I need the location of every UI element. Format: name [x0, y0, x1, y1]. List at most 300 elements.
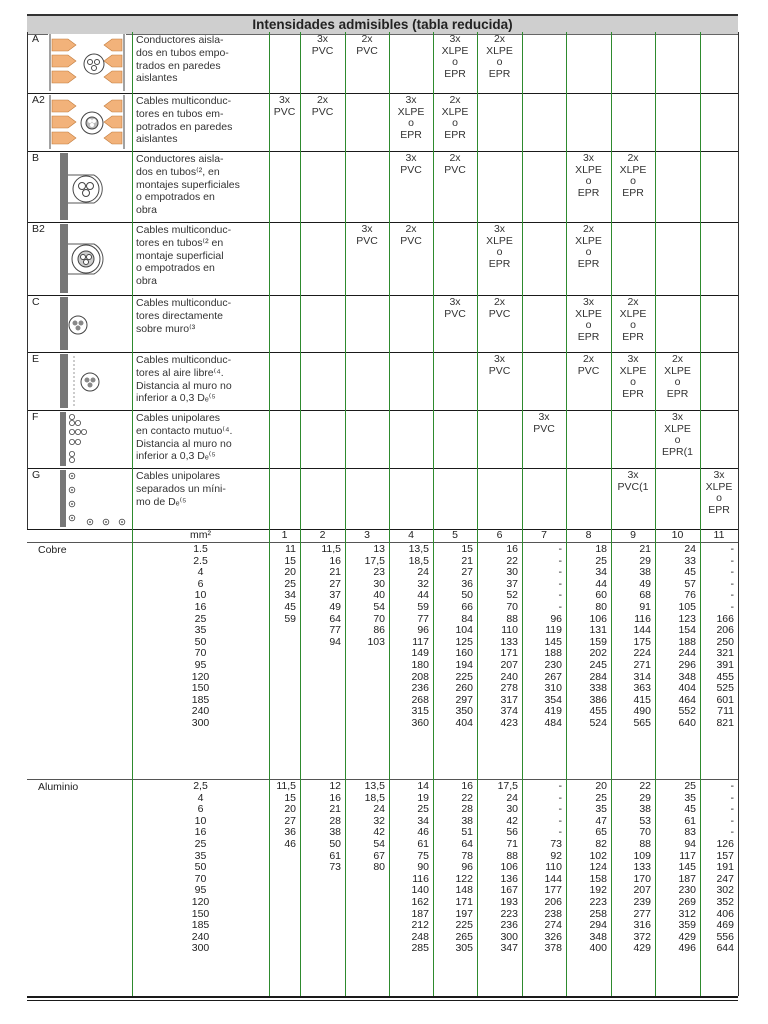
column-number: 10 [671, 529, 684, 541]
table-cell: 38 [639, 803, 651, 816]
cross-section: 150 [191, 682, 210, 695]
table-cell: 406 [716, 907, 734, 920]
method-cell-line: o [585, 246, 592, 258]
table-cell: 21 [461, 554, 473, 567]
column-number: 5 [452, 529, 458, 541]
method-description-line: en contacto mutuo⁽⁴. [136, 424, 233, 437]
table-cell: 50 [329, 838, 341, 850]
method-code: C [32, 296, 40, 308]
table-cell: - [558, 589, 562, 602]
table-cell: 145 [678, 861, 696, 874]
cross-section: 185 [191, 919, 210, 932]
method-description-line: Cables multiconduc- [136, 95, 232, 107]
table-cell: 223 [589, 896, 607, 908]
table-cell: 38 [461, 814, 473, 827]
table-cell: 284 [589, 670, 607, 683]
table-cell: 267 [544, 670, 562, 683]
method-cell-line: 3x [582, 296, 595, 308]
table-cell: 70 [373, 612, 385, 625]
table-cell: - [730, 543, 734, 555]
table-cell: 354 [544, 693, 562, 706]
column-number: 1 [281, 529, 288, 541]
method-description-line: aislantes [136, 133, 178, 146]
table-cell: 34 [595, 566, 607, 579]
cable-free-air-icon [48, 354, 132, 408]
method-description-line: tores al aire libre⁽⁴. [136, 366, 224, 379]
method-description-line: tores en tubos⁽² en [136, 236, 224, 249]
table-cell: 271 [633, 659, 651, 671]
table-cell: 177 [544, 884, 562, 897]
method-cell-line: XLPE [441, 44, 469, 57]
method-description-line: Distancia al muro no [136, 437, 232, 450]
table-cell: 167 [500, 884, 518, 897]
method-cell-line: PVC [444, 307, 466, 320]
cross-section: 50 [194, 861, 207, 874]
table-cell: 175 [633, 635, 651, 648]
table-cell: 73 [550, 838, 562, 850]
method-cell-line: EPR [444, 128, 466, 141]
table-cell: 25 [684, 780, 696, 792]
table-cell: 363 [633, 682, 651, 695]
method-cell-line: o [452, 117, 458, 129]
table-cell: 91 [639, 601, 651, 613]
table-cell: 77 [417, 612, 429, 625]
table-cell: 15 [284, 791, 296, 804]
table-cell: 131 [589, 624, 607, 637]
table-cell: 96 [417, 624, 429, 637]
table-cell: 45 [684, 566, 696, 579]
table-cell: 51 [461, 826, 473, 839]
table-cell: 525 [716, 682, 734, 695]
table-cell: 223 [500, 907, 518, 920]
table-cell: 144 [544, 872, 562, 885]
method-description-line: montaje superficial [136, 249, 224, 262]
table-cell: 21 [639, 543, 651, 555]
table-cell: 16 [506, 543, 518, 555]
cross-section: 300 [191, 717, 210, 729]
cross-section: 2,5 [193, 780, 208, 792]
table-cell: 230 [544, 659, 562, 671]
table-cell: 524 [589, 717, 607, 729]
method-description-line: o empotrados en [136, 262, 215, 275]
row-divider [27, 410, 738, 411]
method-description-line: Cables unipolares [136, 412, 221, 424]
table-cell: 314 [633, 670, 651, 683]
table-cell: 45 [284, 601, 296, 613]
table-cell: 126 [716, 838, 734, 850]
table-cell: 225 [455, 919, 473, 932]
table-cell: 40 [373, 589, 385, 602]
table-cell: 59 [284, 612, 296, 625]
table-cell: 711 [717, 705, 734, 718]
method-description-line: o empotrados en [136, 191, 215, 204]
method-description-line: potrados en paredes [136, 120, 233, 133]
method-cell-line: 3x [538, 411, 550, 423]
table-cell: 11,5 [276, 780, 296, 792]
column-number: 7 [541, 529, 547, 541]
table-cell: 13,5 [408, 543, 429, 555]
table-cell: 338 [589, 682, 607, 695]
table-cell: 83 [684, 826, 696, 839]
method-cell-line: EPR [444, 67, 466, 80]
table-cell: 21 [329, 803, 341, 816]
table-cell: 116 [634, 612, 651, 625]
table-cell: 469 [716, 919, 734, 932]
table-cell: 245 [589, 659, 607, 671]
cross-section: 1.5 [193, 543, 208, 555]
table-cell: 455 [589, 705, 607, 718]
cross-section: 50 [194, 635, 207, 648]
method-cell-line: 2x [493, 296, 506, 308]
method-cell-line: XLPE [619, 163, 647, 176]
method-cell-line: 3x [713, 469, 725, 481]
cross-section: 70 [194, 647, 207, 660]
cross-section: 95 [194, 659, 207, 671]
table-cell: 404 [455, 717, 473, 729]
method-cell-line: 2x [449, 94, 461, 106]
table-cell: 158 [589, 872, 607, 885]
table-cell: 76 [684, 589, 696, 602]
table-cell: 429 [678, 930, 696, 943]
table-cell: 27 [329, 577, 341, 590]
method-cell-line: 3x [405, 94, 417, 106]
table-cell: - [730, 554, 734, 567]
table-cell: 77 [329, 624, 341, 637]
table-cell: 136 [500, 872, 518, 885]
method-cell-line: o [585, 175, 592, 187]
method-cell-line: XLPE [664, 364, 691, 377]
table-cell: 42 [506, 814, 518, 827]
column-number: 2 [319, 529, 326, 541]
table-cell: 34 [417, 814, 429, 827]
table-cell: 94 [684, 838, 696, 850]
method-cell-line: PVC [273, 105, 296, 118]
method-cell-line: PVC [311, 105, 334, 118]
method-cell-line: XLPE [486, 44, 513, 57]
table-cell: 244 [678, 647, 696, 660]
table-cell: 28 [461, 803, 473, 816]
table-cell: 38 [329, 826, 341, 839]
table-cell: 46 [284, 838, 296, 850]
method-cell-line: EPR [622, 387, 644, 400]
method-cell-line: XLPE [397, 105, 425, 118]
table-cell: 47 [595, 814, 607, 827]
table-cell: 24 [417, 566, 429, 579]
column-number: 9 [630, 529, 636, 541]
table-cell: 207 [500, 659, 518, 671]
table-cell: 73 [329, 861, 341, 874]
table-cell: 269 [678, 896, 696, 908]
table-cell: 212 [411, 919, 429, 932]
table-cell: 296 [678, 659, 696, 671]
table-cell: 22 [461, 791, 473, 804]
method-cell-line: 3x [405, 152, 417, 164]
method-cell-line: 3x [627, 469, 639, 481]
table-cell: 490 [633, 705, 651, 718]
table-cell: 35 [595, 803, 607, 816]
method-cell-line: 2x [449, 152, 461, 164]
method-code: F [32, 411, 39, 423]
table-cell: 315 [411, 705, 429, 718]
table-cell: 46 [417, 826, 429, 839]
table-cell: - [730, 791, 734, 804]
table-cell: 180 [411, 659, 429, 671]
single-core-spaced-icon [48, 470, 132, 527]
table-cell: 109 [633, 849, 651, 862]
table-cell: 238 [544, 907, 562, 920]
method-description-line: trados en paredes [136, 59, 221, 72]
table-cell: 78 [461, 849, 473, 862]
method-cell-line: PVC [444, 163, 466, 176]
method-cell-line: 2x [582, 223, 595, 235]
table-cell: 348 [589, 930, 607, 943]
method-cell-line: o [630, 319, 636, 331]
method-cell-line: EPR [577, 186, 600, 199]
table-cell: 316 [633, 919, 651, 932]
table-cell: 208 [411, 670, 429, 683]
table-cell: 38 [639, 566, 651, 579]
table-cell: 247 [716, 872, 734, 885]
table-cell: 44 [595, 577, 607, 590]
method-cell-line: o [585, 319, 592, 331]
table-cell: 297 [455, 693, 473, 706]
table-cell: 640 [678, 717, 696, 729]
row-divider [27, 222, 738, 223]
table-cell: 419 [544, 705, 562, 718]
table-cell: 92 [550, 849, 562, 862]
table-cell: 188 [544, 647, 562, 660]
table-cell: 192 [589, 884, 607, 897]
method-cell-line: o [716, 492, 722, 504]
table-cell: 68 [639, 589, 651, 602]
table-cell: 86 [373, 624, 385, 637]
table-cell: 157 [716, 849, 734, 862]
table-cell: 80 [373, 861, 385, 874]
method-cell-line: 3x [449, 33, 461, 45]
table-cell: 278 [500, 682, 518, 695]
table-cell: - [558, 826, 562, 839]
table-cell: 187 [678, 872, 696, 885]
table-cell: 187 [411, 907, 429, 920]
method-cell-line: o [630, 376, 636, 388]
table-cell: 12 [329, 780, 341, 792]
table-cell: - [558, 791, 562, 804]
cross-section: 25 [194, 612, 207, 625]
table-cell: 24 [506, 791, 518, 804]
method-code: A2 [32, 94, 45, 106]
table-cell: 19 [417, 791, 429, 804]
table-cell: 359 [678, 919, 696, 932]
table-cell: 240 [500, 670, 518, 683]
method-description-line: tores directamente [136, 309, 223, 322]
table-cell: 104 [455, 624, 473, 637]
table-cell: 207 [633, 884, 651, 897]
table-cell: 90 [417, 861, 429, 874]
method-cell-line: 3x [361, 223, 373, 235]
table-cell: 36 [461, 577, 473, 590]
table-cell: 171 [455, 896, 473, 908]
table-cell: 14 [417, 780, 429, 792]
table-cell: 556 [716, 930, 734, 943]
table-cell: - [558, 803, 562, 816]
table-cell: 133 [500, 635, 518, 648]
table-cell: 52 [506, 589, 518, 602]
table-cell: 236 [411, 682, 429, 695]
method-cell-line: EPR [488, 257, 511, 270]
table-cell: 18 [595, 543, 607, 555]
table-cell: 88 [506, 612, 518, 625]
cross-section: 16 [194, 601, 207, 613]
table-cell: 96 [461, 861, 473, 874]
column-line [269, 32, 270, 996]
method-description-line: obra [136, 204, 158, 217]
method-cell-line: 2x [671, 353, 684, 365]
table-cell: 496 [678, 942, 696, 955]
table-cell: 61 [417, 838, 429, 850]
method-cell-line: PVC [488, 364, 511, 377]
table-cell: 268 [411, 693, 429, 706]
table-cell: 70 [506, 601, 518, 613]
table-cell: 71 [506, 838, 518, 850]
table-cell: 61 [684, 814, 696, 827]
method-cell-line: 3x [278, 94, 291, 106]
table-cell: 37 [329, 589, 341, 602]
table-cell: 140 [411, 884, 429, 897]
method-description-line: aislantes [136, 72, 178, 85]
method-cell-line: PVC [311, 44, 334, 57]
table-cell: 347 [500, 942, 518, 955]
table-cell: - [558, 814, 562, 827]
table-cell: 61 [329, 849, 341, 862]
table-cell: 32 [417, 577, 429, 590]
table-cell: 391 [716, 659, 734, 671]
table-cell: - [730, 803, 734, 816]
table-cell: 45 [684, 803, 696, 816]
table-cell: 20 [284, 566, 296, 579]
table-cell: 285 [411, 942, 429, 955]
table-cell: 123 [678, 612, 696, 625]
table-cell: 105 [678, 601, 696, 613]
material-label: Cobre [38, 544, 67, 556]
method-cell-line: o [408, 117, 414, 129]
table-cell: 236 [500, 919, 518, 932]
table-cell: - [730, 577, 734, 590]
table-cell: 15 [284, 554, 296, 567]
table-cell: 378 [544, 942, 562, 955]
table-cell: 386 [589, 693, 607, 706]
table-cell: 94 [329, 635, 341, 648]
method-cell-line: 2x [316, 94, 329, 106]
table-cell: - [558, 543, 562, 555]
cross-section: 240 [191, 705, 210, 718]
method-cell-line: 3x [316, 33, 329, 45]
table-cell: 54 [373, 838, 385, 850]
method-cell-line: XLPE [619, 364, 647, 377]
table-cell: 350 [455, 705, 473, 718]
table-cell: 321 [716, 647, 734, 660]
table-cell: 352 [716, 896, 734, 908]
column-number: 8 [585, 529, 592, 541]
table-cell: 13 [373, 543, 385, 555]
table-cell: 64 [461, 838, 473, 850]
unit-header: mm² [190, 529, 211, 541]
table-cell: 565 [633, 717, 651, 729]
method-description-line: Distancia al muro no [136, 379, 232, 392]
table-cell: 170 [633, 872, 651, 885]
cross-section: 10 [194, 589, 207, 602]
table-cell: - [558, 601, 562, 613]
cross-section: 25 [194, 838, 207, 850]
table-cell: 18,5 [408, 554, 429, 567]
method-cell-line: 3x [493, 223, 506, 235]
table-cell: 122 [455, 872, 473, 885]
method-cell-line: XLPE [486, 234, 513, 247]
table-cell: 206 [544, 896, 562, 908]
method-cell-line: 2x [361, 33, 373, 45]
table-cell: 224 [633, 647, 651, 660]
table-cell: 277 [633, 907, 651, 920]
method-cell-line: EPR [577, 330, 600, 343]
method-cell-line: XLPE [664, 422, 691, 435]
table-cell: 15 [461, 543, 473, 555]
method-description-line: montajes superficiales [136, 178, 240, 191]
table-cell: 42 [373, 826, 385, 839]
method-description-line: tores en tubos em- [136, 107, 224, 120]
table-cell: 16 [461, 780, 473, 792]
table-cell: 644 [716, 942, 734, 955]
method-code: B2 [32, 223, 45, 235]
table-cell: 133 [633, 861, 651, 874]
cross-section: 4 [197, 566, 204, 579]
table-cell: 11 [285, 543, 296, 555]
wall-embedded-multicore-conduit-icon [48, 95, 132, 149]
table-cell: 25 [417, 803, 429, 816]
table-cell: 82 [595, 838, 607, 850]
table-cell: 27 [284, 814, 296, 827]
cross-section: 35 [194, 624, 207, 637]
method-cell-line: PVC [356, 44, 378, 57]
table-cell: 171 [500, 647, 518, 660]
table-cell: 84 [461, 612, 473, 625]
cross-section: 300 [191, 942, 210, 955]
method-cell-line: PVC [356, 234, 378, 247]
table-cell: 60 [595, 589, 607, 602]
method-description-line: dos en tubos empo- [136, 46, 229, 59]
table-cell: 25 [284, 577, 296, 590]
table-cell: 110 [501, 624, 518, 637]
table-cell: 59 [417, 601, 429, 613]
table-cell: 821 [716, 717, 734, 729]
table-cell: 423 [500, 717, 518, 729]
table-cell: 44 [417, 589, 429, 602]
table-cell: 149 [411, 647, 429, 660]
method-cell-line: EPR [400, 128, 422, 141]
method-cell-line: o [630, 175, 636, 187]
material-label: Aluminio [38, 781, 79, 793]
method-cell-line: o [496, 246, 503, 258]
table-cell: 194 [455, 659, 473, 671]
table-cell: 25 [595, 554, 607, 567]
table-cell: - [558, 566, 562, 579]
method-description-line: dos en tubos⁽², en [136, 165, 220, 178]
method-cell-line: o [496, 56, 503, 68]
table-cell: 274 [544, 919, 562, 932]
table-cell: 30 [506, 566, 518, 579]
table-title: Intensidades admisibles (tabla reducida) [27, 14, 738, 35]
table-cell: 102 [589, 849, 607, 862]
cross-section: 10 [194, 814, 207, 827]
method-cell-line: 3x [493, 353, 506, 365]
